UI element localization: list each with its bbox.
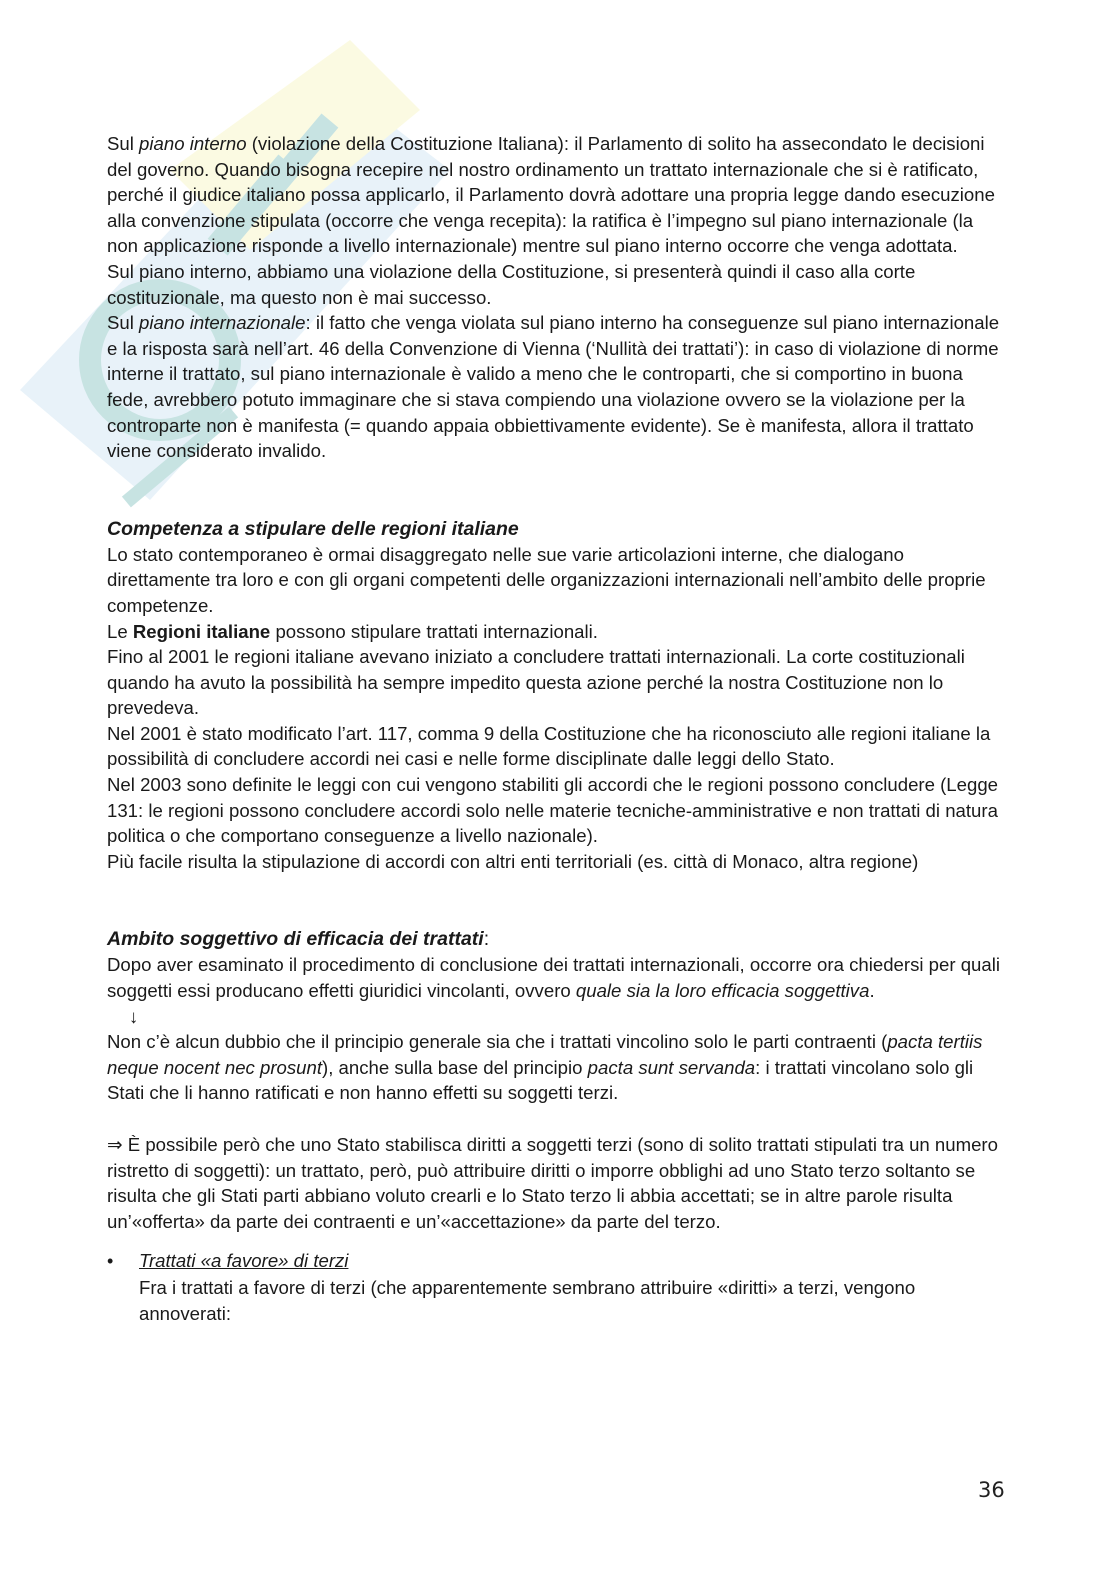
intro-paragraph-piano-internazionale: Sul piano internazionale: il fatto che venga violata sul piano interno ha conseguenze sul piano internazionale e la risposta sarà nell’art. 46 della Convenzione di Vienna (‘Nullità dei trattati’): in caso di violazione di norme interne il trattato, sul piano internazionale è valido a meno che le controparti, che si comportino in buona fede, avrebbero potuto immaginare che si stava compiendo una violazione ovvero se la violazione per la controparte non è manifesta (= quando appaia obbiettivamente evidente). Se è manifesta, allora il trattato viene considerato invalido. <box>107 312 1000 462</box>
emphasis-pacta-tertiis: pacta tertiis neque nocent nec prosunt <box>107 1031 983 1078</box>
intro-paragraph-violazione: Sul piano interno, abbiamo una violazione della Costituzione, si presenterà quindi il caso alla corte costituzionale, ma questo non è mai successo. <box>107 260 916 308</box>
intro-paragraph-piano-interno: Sul piano interno (violazione della Costituzione Italiana): il Parlamento di solito ha assecondato le decisioni del governo. Quando bisogna recepire nel nostro ordinamento un trattato internazionale che si è ratificato, perché il giudice italiano possa applicarlo, il Parlamento dovrà adottare una propria legge dando esecuzione alla convenzione stipulata (occorre che venga recepita): la ratifica è l’impegno sul piano internazionale (la non applicazione risponde a livello internazionale) mentre sul piano interno occorre che venga adottata. <box>107 133 995 257</box>
emphasis-pacta-sunt-servanda: pacta sunt servanda <box>587 1056 756 1078</box>
emphasis-piano-internazionale: piano internazionale <box>139 312 306 334</box>
bullet-body-text: Fra i trattati a favore di terzi (che apparentemente sembrano attribuire «diritti» a terzi, vengono annoverati: <box>139 1276 916 1324</box>
regioni-paragraph-4: Nel 2001 è stato modificato l’art. 117, comma 9 della Costituzione che ha riconosciuto alle regioni italiane la possibilità di concludere accordi nei casi e nelle forme disciplinate dalle leggi dello Stato. <box>107 722 991 770</box>
ambito-paragraph-2: Non c’è alcun dubbio che il principio generale sia che i trattati vincolino solo le parti contraenti (pacta tertiis neque nocent nec prosunt), anche sulla base del principio pacta sunt servanda: i trattati vincolano solo gli Stati che li hanno ratificati e non hanno effetti su soggetti terzi. <box>107 1031 983 1104</box>
emphasis-efficacia-soggettiva: quale sia la loro efficacia soggettiva <box>575 980 870 1002</box>
heading-ambito-soggettivo: Ambito soggettivo di efficacia dei trattati: <box>107 928 490 951</box>
list-item-trattati-a-favore <box>107 1248 1007 1275</box>
bullet-icon: • <box>107 1251 114 1272</box>
heading-competenza-regioni: Competenza a stipulare delle regioni italiane <box>107 517 519 540</box>
regioni-paragraph-6: Più facile risulta la stipulazione di accordi con altri enti territoriali (es. città di Monaco, altra regione) <box>107 850 919 872</box>
regioni-paragraph-5: Nel 2003 sono definite le leggi con cui vengono stabiliti gli accordi che le regioni possono concludere (Legge 131: le regioni possono concludere accordi solo nelle materie tecniche-amministrative e non trattati di natura politica o che comportano conseguenze a livello nazionale). <box>107 774 999 847</box>
ambito-paragraph-3: ⇒ È possibile però che uno Stato stabilisca diritti a soggetti terzi (sono di solito trattati stipulati tra un numero ristretto di soggetti): un trattato, però, può attribuire diritti o imporre obblighi ad uno Stato terzo soltanto se risulta che gli Stati parti abbiano voluto crearli e lo Stato terzo li abbia accettati; se in altre parole risulta un’«offerta» da parte dei contraenti e un’«accettazione» da parte del terzo. <box>107 1134 998 1232</box>
strong-regioni-italiane: Regioni italiane <box>132 620 271 642</box>
bullet-title: Trattati «a favore» di terzi <box>139 1250 349 1272</box>
regioni-paragraph-2: Le Regioni italiane possono stipulare trattati internazionali. <box>107 620 598 642</box>
page-number: 36 <box>978 1478 1005 1502</box>
ambito-paragraph-1: Dopo aver esaminato il procedimento di conclusione dei trattati internazionali, occorre ora chiedersi per quali soggetti essi producano effetti giuridici vincolanti, ovvero quale sia la loro efficacia soggettiva. <box>107 954 1000 1002</box>
emphasis-piano-interno: piano interno <box>139 133 247 154</box>
regioni-paragraph-1: Lo stato contemporaneo è ormai disaggregato nelle sue varie articolazioni interne, che dialogano direttamente tra loro e con gli organi competenti delle organizzazioni internazionali nell’ambito delle proprie competenze. <box>107 543 986 616</box>
document-page <box>107 131 1007 1326</box>
down-arrow-icon: ↓ <box>129 1005 139 1027</box>
regioni-paragraph-3: Fino al 2001 le regioni italiane avevano iniziato a concludere trattati internazionali. La corte costituzionali quando ha avuto la possibilità ha sempre impedito questa azione perché la nostra Costituzione non lo prevedeva. <box>107 646 965 719</box>
